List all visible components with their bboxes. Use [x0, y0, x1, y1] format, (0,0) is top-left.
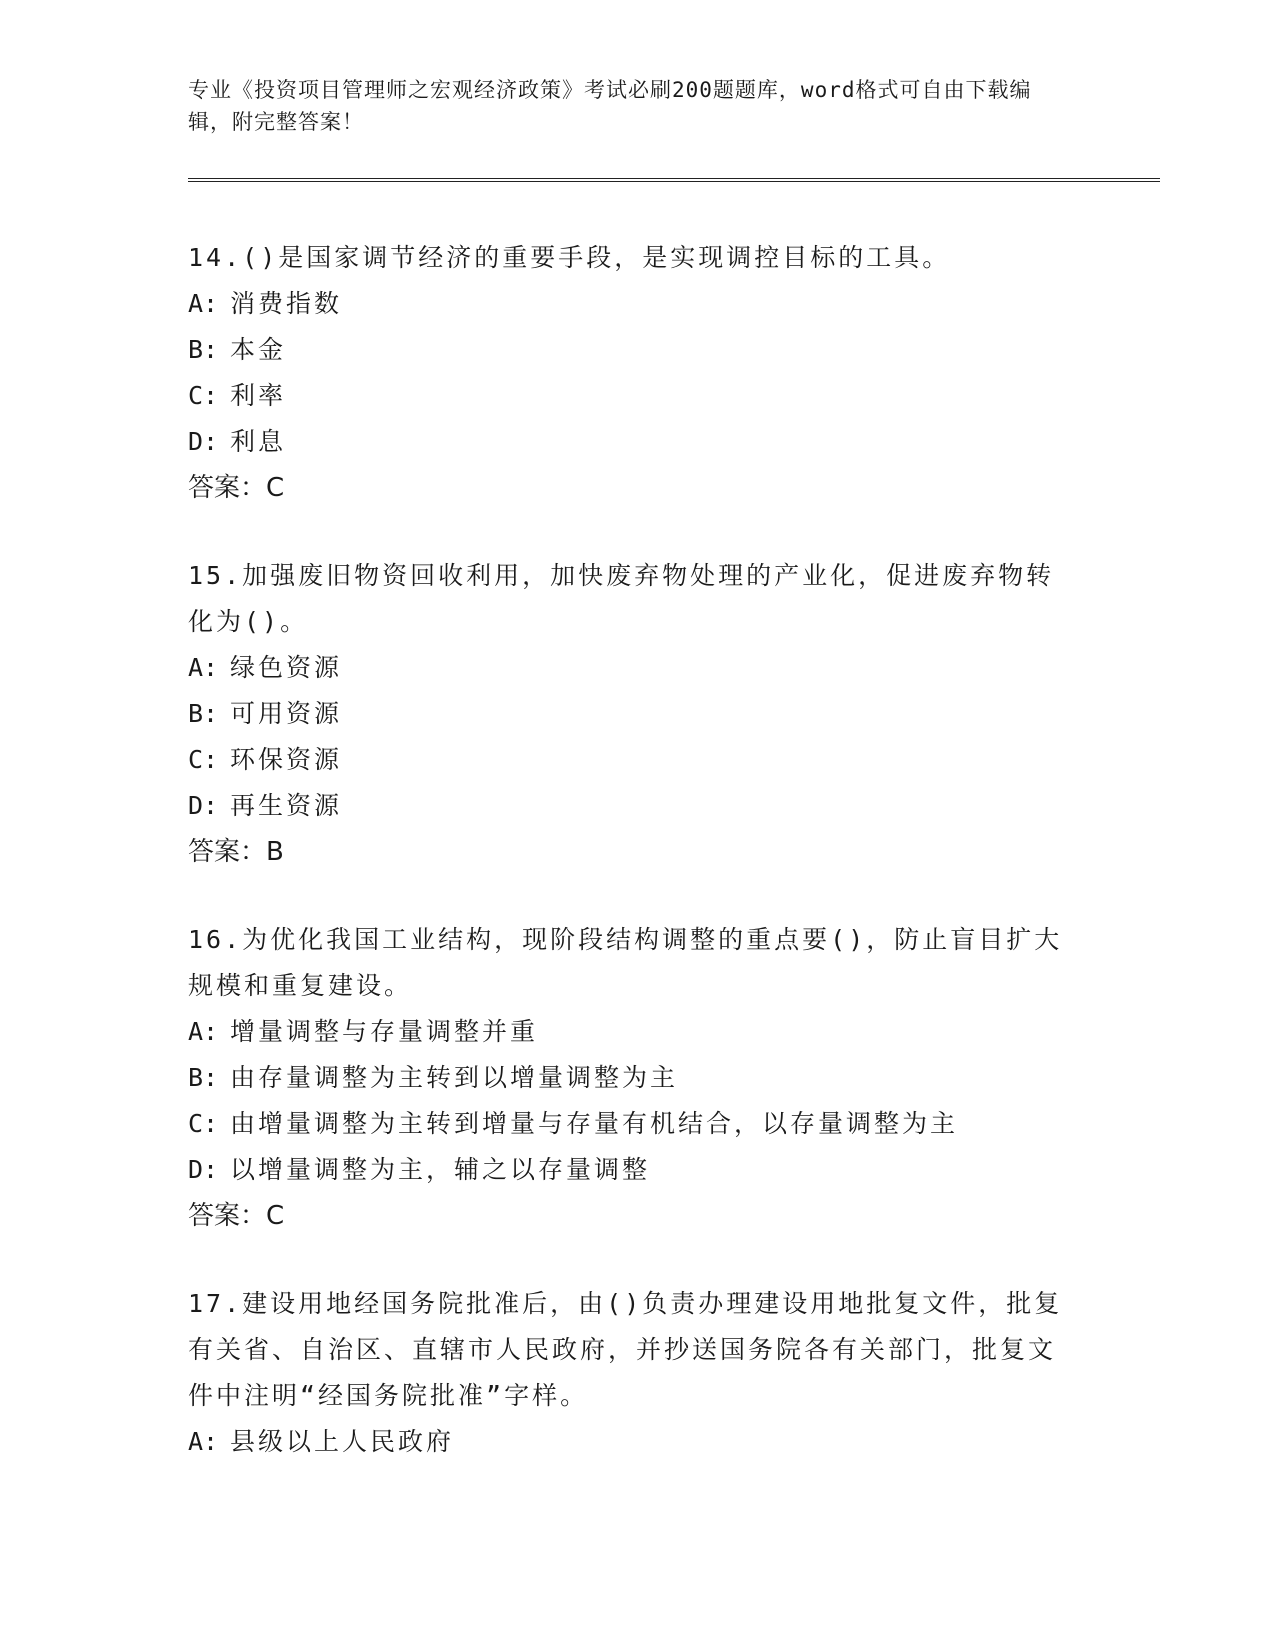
option-key: C:: [188, 745, 219, 774]
option-text: 以增量调整为主，辅之以存量调整: [230, 1155, 651, 1184]
option-text: 县级以上人民政府: [230, 1427, 455, 1456]
option-a: [188, 1419, 1068, 1465]
question-answer: 答案：C: [188, 1201, 285, 1231]
question-stem: 14.()是国家调节经济的重要手段，是实现调控目标的工具。: [188, 243, 951, 272]
option-text: 环保资源: [230, 745, 343, 774]
option-b: [188, 691, 1068, 737]
option-key: D:: [188, 791, 219, 820]
question-stem: 15.加强废旧物资回收利用，加快废弃物处理的产业化，促进废弃物转化为()。: [188, 561, 1055, 636]
option-key: A:: [188, 1427, 219, 1456]
option-key: D:: [188, 427, 219, 456]
question-14: [188, 235, 1068, 511]
option-text: 利息: [230, 427, 287, 456]
document-header: 专业《投资项目管理师之宏观经济政策》考试必刷200题题库，word格式可自由下载编辑，附完整答案！: [188, 78, 1032, 134]
option-key: A:: [188, 1017, 219, 1046]
option-text: 本金: [230, 335, 287, 364]
question-list: [188, 235, 1068, 1507]
option-c: [188, 737, 1068, 783]
document-page: [188, 0, 1098, 1650]
question-stem: 16.为优化我国工业结构，现阶段结构调整的重点要()，防止盲目扩大规模和重复建设。: [188, 925, 1063, 1000]
option-text: 由增量调整为主转到增量与存量有机结合，以存量调整为主: [230, 1109, 959, 1138]
option-text: 可用资源: [230, 699, 343, 728]
question-stem: 17.建设用地经国务院批准后，由()负责办理建设用地批复文件，批复有关省、自治区、直辖市人民政府，并抄送国务院各有关部门，批复文件中注明“经国务院批准”字样。: [188, 1289, 1063, 1410]
option-a: [188, 645, 1068, 691]
option-text: 增量调整与存量调整并重: [230, 1017, 539, 1046]
option-text: 绿色资源: [230, 653, 343, 682]
question-answer: 答案：B: [188, 837, 284, 867]
option-text: 再生资源: [230, 791, 343, 820]
header-divider: [188, 178, 1160, 182]
option-b: [188, 1055, 1068, 1101]
option-text: 由存量调整为主转到以增量调整为主: [230, 1063, 679, 1092]
option-a: [188, 281, 1068, 327]
question-16: [188, 917, 1068, 1239]
option-key: B:: [188, 699, 219, 728]
option-a: [188, 1009, 1068, 1055]
option-b: [188, 327, 1068, 373]
option-key: A:: [188, 289, 219, 318]
option-key: C:: [188, 381, 219, 410]
question-answer: 答案：C: [188, 473, 285, 503]
option-key: C:: [188, 1109, 219, 1138]
option-key: B:: [188, 1063, 219, 1092]
option-d: [188, 1147, 1068, 1193]
option-key: A:: [188, 653, 219, 682]
option-key: B:: [188, 335, 219, 364]
option-text: 利率: [230, 381, 287, 410]
option-d: [188, 783, 1068, 829]
question-17: [188, 1281, 1068, 1465]
option-key: D:: [188, 1155, 219, 1184]
option-c: [188, 1101, 1068, 1147]
option-text: 消费指数: [230, 289, 343, 318]
option-d: [188, 419, 1068, 465]
option-c: [188, 373, 1068, 419]
question-15: [188, 553, 1068, 875]
